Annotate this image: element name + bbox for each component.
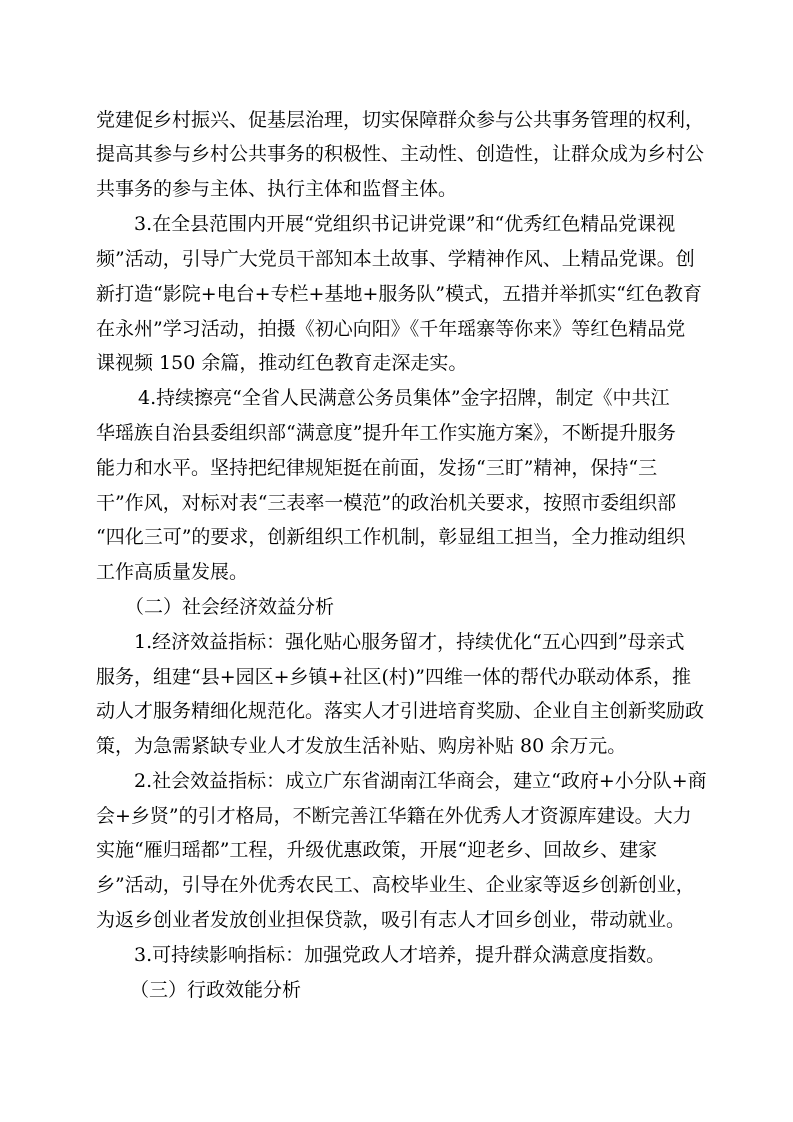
text-line: 4.持续擦亮“全省人民满意公务员集体”金字招牌，制定《中共江	[138, 387, 670, 409]
text-line: 干”作风，对标对表“三表率一模范”的政治机关要求，按照市委组织部	[96, 492, 677, 514]
text-line: “四化三可”的要求，创新组织工作机制，彰显组工担当，全力推动组织	[96, 526, 686, 548]
text-line: 2.社会效益指标：成立广东省湖南江华商会，建立“政府+小分队+商	[134, 770, 707, 792]
text-line: 提高其参与乡村公共事务的积极性、主动性、创造性，让群众成为乡村公	[96, 143, 705, 165]
section-heading: （三）行政效能分析	[130, 979, 302, 1001]
text-line: 课视频 150 余篇，推动红色教育走深走实。	[96, 352, 468, 374]
text-line: 新打造“影院+电台+专栏+基地+服务队”模式，五措并举抓实“红色教育	[96, 283, 702, 305]
text-line: 在永州”学习活动，拍摄《初心向阳》《千年瑶寨等你来》等红色精品党	[96, 318, 686, 340]
text-line: 1.经济效益指标：强化贴心服务留才，持续优化“五心四到”母亲式	[134, 631, 685, 653]
text-line: 实施“雁归瑶都”工程，升级优惠政策，开展“迎老乡、回故乡、建家	[96, 839, 658, 861]
text-line: 能力和水平。坚持把纪律规矩挺在前面，发扬“三盯”精神，保持“三	[96, 457, 658, 479]
text-line: 动人才服务精细化规范化。落实人才引进培育奖励、企业自主创新奖励政	[96, 700, 705, 722]
text-line: 党建促乡村振兴、促基层治理，切实保障群众参与公共事务管理的权利，	[96, 109, 705, 131]
text-line: 策，为急需紧缺专业人才发放生活补贴、购房补贴 80 余万元。	[96, 735, 627, 757]
text-line: 会+乡贤”的引才格局，不断完善江华籍在外优秀人才资源库建设。大力	[96, 805, 692, 827]
text-line: 3.在全县范围内开展“党组织书记讲党课”和“优秀红色精品党课视	[134, 213, 676, 235]
text-line: 共事务的参与主体、执行主体和监督主体。	[96, 178, 458, 200]
text-line: 服务，组建“县+园区+乡镇+社区(村)”四维一体的帮代办联动体系，推	[96, 666, 692, 688]
text-line: 为返乡创业者发放创业担保贷款，吸引有志人才回乡创业，带动就业。	[96, 909, 686, 931]
text-line: 乡”活动，引导在外优秀农民工、高校毕业生、企业家等返乡创新创业，	[96, 874, 695, 896]
text-line: 工作高质量发展。	[96, 561, 249, 583]
text-line: 3.可持续影响指标：加强党政人才培养，提升群众满意度指数。	[134, 944, 666, 966]
text-line: 频”活动，引导广大党员干部知本土故事、学精神作风、上精品党课。创	[96, 248, 695, 270]
text-line: 华瑶族自治县委组织部“满意度”提升年工作实施方案》，不断提升服务	[96, 422, 676, 444]
section-heading: （二）社会经济效益分析	[125, 596, 335, 618]
